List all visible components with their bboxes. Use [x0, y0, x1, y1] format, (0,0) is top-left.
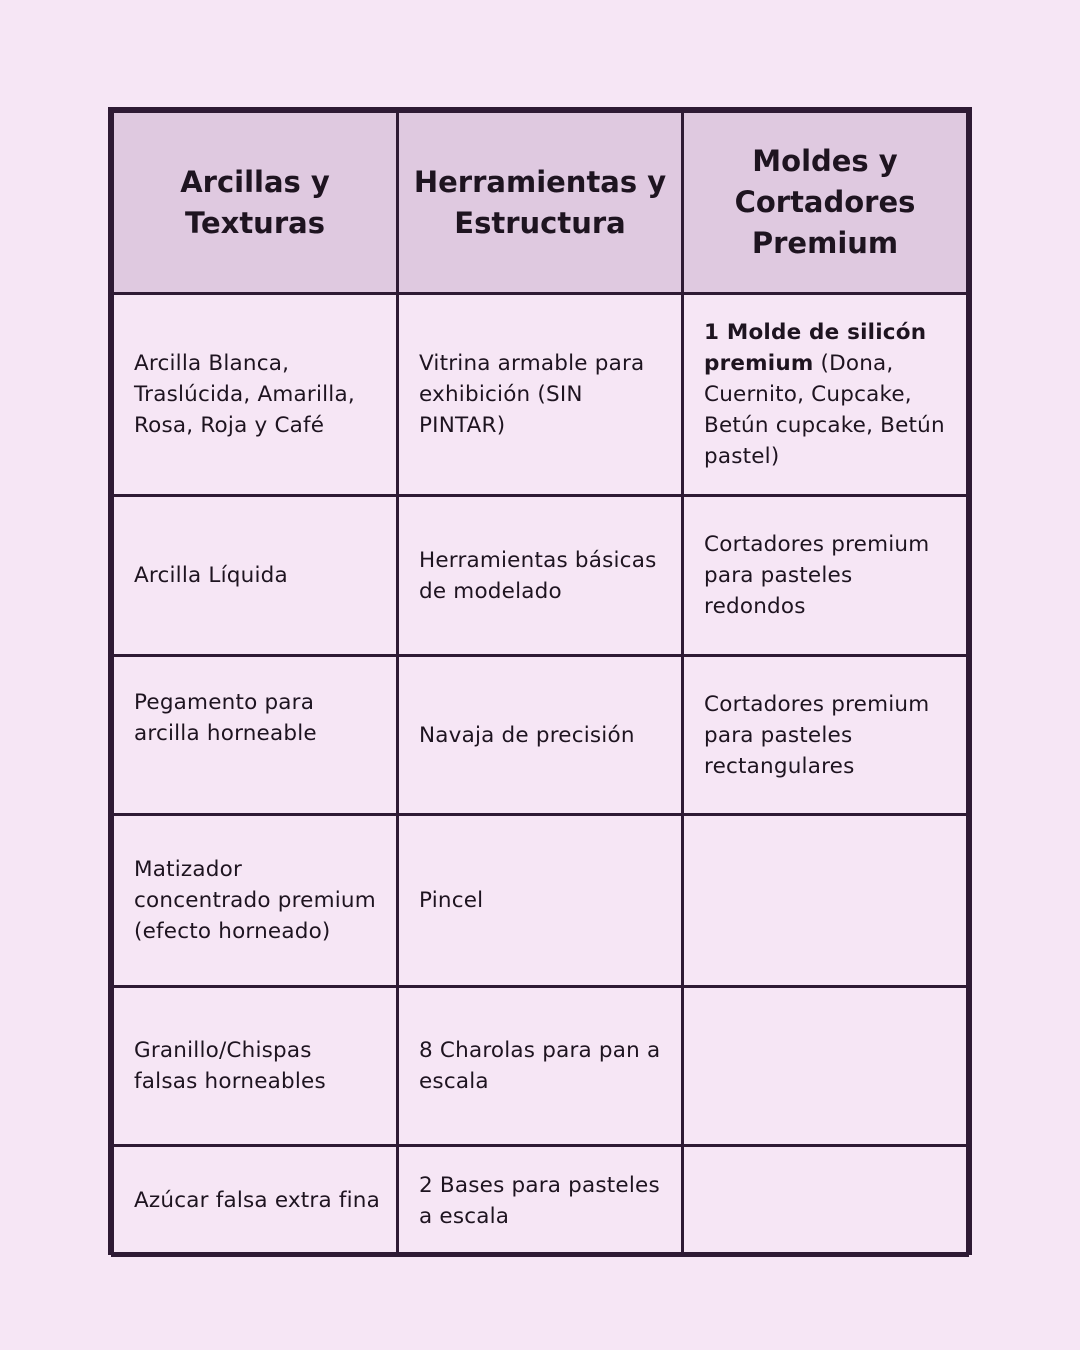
table-cell: 8 Charolas para pan a escala — [398, 987, 683, 1146]
table-cell-empty — [683, 1146, 968, 1256]
table-cell: Granillo/Chispas falsas horneables — [113, 987, 398, 1146]
table-cell: Azúcar falsa extra fina — [113, 1146, 398, 1256]
table-cell: Matizador concentrado premium (efecto horneado) — [113, 815, 398, 987]
header-moldes: Moldes y Cortadores Premium — [683, 112, 968, 294]
table-row — [113, 496, 968, 656]
table-row — [113, 987, 968, 1146]
table-cell: Herramientas básicas de modelado — [398, 496, 683, 656]
table-row — [113, 656, 968, 815]
table-cell: Pegamento para arcilla horneable — [113, 656, 398, 815]
table-cell — [683, 294, 968, 496]
materials-table-container — [108, 107, 972, 1255]
table-cell: Arcilla Líquida — [113, 496, 398, 656]
materials-table — [111, 110, 969, 1257]
table-cell: 2 Bases para pasteles a escala — [398, 1146, 683, 1256]
header-row — [113, 112, 968, 294]
cell-bold-text: 1 Molde de silicón premium — [704, 320, 927, 376]
table-row — [113, 294, 968, 496]
table-row — [113, 1146, 968, 1256]
table-cell-empty — [683, 815, 968, 987]
table-cell: Vitrina armable para exhibición (SIN PINTAR) — [398, 294, 683, 496]
table-cell: Navaja de precisión — [398, 656, 683, 815]
table-row — [113, 815, 968, 987]
table-cell: Pincel — [398, 815, 683, 987]
header-herramientas: Herramientas y Estructura — [398, 112, 683, 294]
table-cell: Arcilla Blanca, Traslúcida, Amarilla, Rosa, Roja y Café — [113, 294, 398, 496]
table-cell: Cortadores premium para pasteles rectangulares — [683, 656, 968, 815]
header-arcillas: Arcillas y Texturas — [113, 112, 398, 294]
table-cell: Cortadores premium para pasteles redondos — [683, 496, 968, 656]
table-cell-empty — [683, 987, 968, 1146]
cell-text: (Dona, Cuernito, Cupcake, Betún cupcake, Betún pastel) — [704, 351, 945, 469]
